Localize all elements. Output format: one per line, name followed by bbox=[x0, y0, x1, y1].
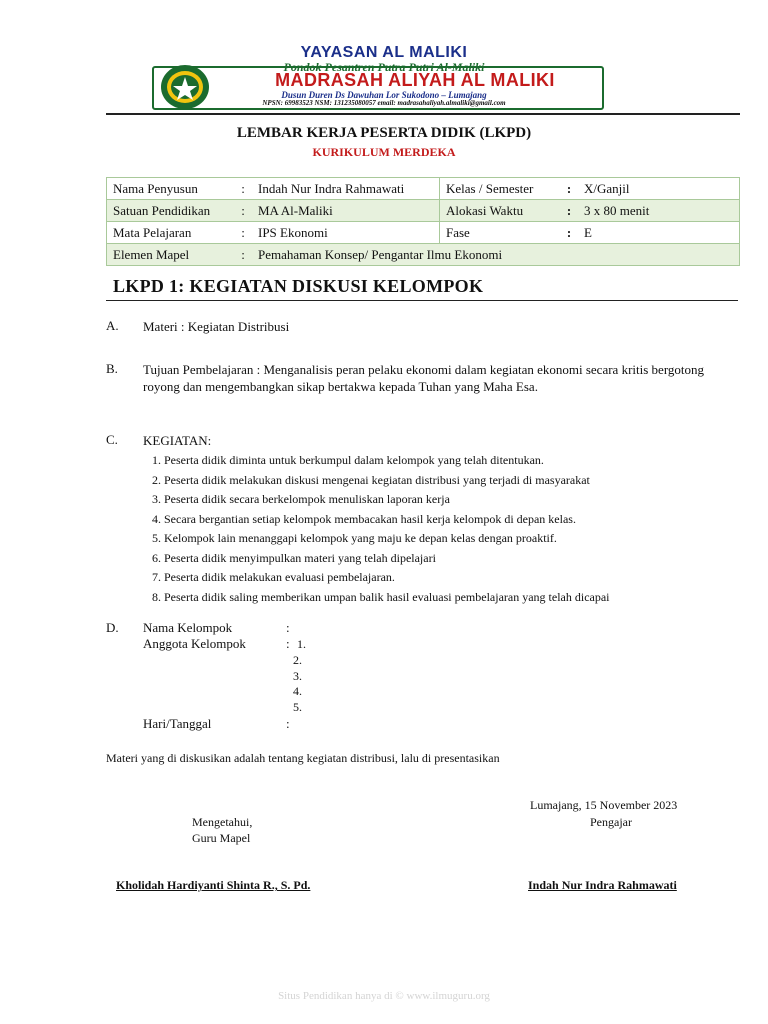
list-item: 8. Peserta didik saling memberikan umpan balik hasil evaluasi pembelajaran yang telah dicapai bbox=[152, 589, 610, 604]
heading-divider bbox=[106, 300, 738, 301]
section-c-text: KEGIATAN: bbox=[143, 433, 212, 448]
table-label: Kelas / Semester bbox=[440, 178, 561, 200]
group-members-colon: : bbox=[286, 636, 290, 651]
table-colon: : bbox=[234, 178, 252, 200]
member-number: 5. bbox=[293, 700, 302, 714]
table-row bbox=[107, 244, 740, 266]
table-label: Satuan Pendidikan bbox=[107, 200, 235, 222]
watermark-text: Situs Pendidikan hanya di © www.ilmuguru.org bbox=[278, 990, 490, 1002]
teacher-label: Pengajar bbox=[590, 815, 632, 829]
group-name-colon: : bbox=[286, 620, 290, 635]
table-label: Alokasi Waktu bbox=[440, 200, 561, 222]
member-number: 4. bbox=[293, 684, 302, 698]
table-row bbox=[107, 222, 740, 244]
school-address: Dusun Duren Ds Dawuhan Lor Sukodono – Lumajang bbox=[281, 90, 487, 100]
table-value: MA Al-Maliki bbox=[252, 200, 440, 222]
table-colon: : bbox=[560, 200, 578, 222]
table-value: Pemahaman Konsep/ Pengantar Ilmu Ekonomi bbox=[252, 244, 740, 266]
subject-teacher-label: Guru Mapel bbox=[192, 831, 251, 845]
group-name-label: Nama Kelompok bbox=[143, 620, 233, 635]
table-value: E bbox=[578, 222, 740, 244]
table-value: X/Ganjil bbox=[578, 178, 740, 200]
lkpd-heading: LKPD 1: KEGIATAN DISKUSI KELOMPOK bbox=[113, 276, 484, 296]
day-date-label: Hari/Tanggal bbox=[143, 716, 212, 731]
table-row bbox=[107, 200, 740, 222]
table-row bbox=[107, 178, 740, 200]
list-item: 6. Peserta didik menyimpulkan materi yang telah dipelajari bbox=[152, 550, 436, 565]
acknowledged-label: Mengetahui, bbox=[192, 815, 253, 829]
table-label: Nama Penyusun bbox=[107, 178, 235, 200]
letterhead-divider bbox=[106, 113, 740, 115]
table-label: Elemen Mapel bbox=[107, 244, 235, 266]
section-a-text: Materi : Kegiatan Distribusi bbox=[143, 319, 290, 334]
table-value: Indah Nur Indra Rahmawati bbox=[252, 178, 440, 200]
list-item: 5. Kelompok lain menanggapi kelompok yang maju ke depan kelas dengan proaktif. bbox=[152, 531, 557, 545]
discussion-note: Materi yang di diskusikan adalah tentang kegiatan distribusi, lalu di presentasikan bbox=[106, 751, 500, 765]
pondok-name: Pondok Pesantren Putra Putri Al-Maliki bbox=[283, 60, 485, 74]
teacher-name: Indah Nur Indra Rahmawati bbox=[528, 878, 677, 892]
list-item: 3. Peserta didik secara berkelompok menuliskan laporan kerja bbox=[152, 492, 450, 506]
table-value: 3 x 80 menit bbox=[578, 200, 740, 222]
identity-table bbox=[106, 177, 740, 266]
day-date-colon: : bbox=[286, 716, 290, 731]
table-colon: : bbox=[234, 244, 252, 266]
table-value: IPS Ekonomi bbox=[252, 222, 440, 244]
member-number: 3. bbox=[293, 669, 302, 683]
section-b-text: Tujuan Pembelajaran : Menganalisis peran pelaku ekonomi dalam kegiatan ekonomi secara kritis bergotong royong dan mengembangkan sikap bertakwa kepada Tuhan yang Maha Esa. bbox=[143, 362, 705, 394]
activity-list bbox=[152, 451, 732, 607]
list-item: 7. Peserta didik melakukan evaluasi pembelajaran. bbox=[152, 570, 395, 584]
section-b-letter: B. bbox=[106, 361, 118, 376]
list-item: 2. Peserta didik melakukan diskusi mengenai kegiatan distribusi yang terjadi di masyarakat bbox=[152, 472, 590, 487]
section-c-letter: C. bbox=[106, 432, 118, 447]
document-subtitle: KURIKULUM MERDEKA bbox=[312, 145, 456, 159]
group-members-label: Anggota Kelompok bbox=[143, 636, 246, 651]
table-label: Mata Pelajaran bbox=[107, 222, 235, 244]
list-item: 4. Secara bergantian setiap kelompok membacakan hasil kerja kelompok di depan kelas. bbox=[152, 511, 576, 526]
table-colon: : bbox=[234, 200, 252, 222]
list-item: 1. Peserta didik diminta untuk berkumpul dalam kelompok yang telah ditentukan. bbox=[152, 453, 544, 467]
table-colon: : bbox=[560, 178, 578, 200]
school-contact: NPSN: 69983523 NSM: 131235080057 email: madrasahaliyah.almaliki@gmail.com bbox=[262, 99, 506, 107]
document-title: LEMBAR KERJA PESERTA DIDIK (LKPD) bbox=[236, 125, 532, 141]
yayasan-name: YAYASAN AL MALIKI bbox=[300, 44, 468, 61]
table-colon: : bbox=[234, 222, 252, 244]
madrasah-name: MADRASAH ALIYAH AL MALIKI bbox=[275, 70, 555, 90]
table-colon: : bbox=[560, 222, 578, 244]
table-label: Fase bbox=[440, 222, 561, 244]
place-date: Lumajang, 15 November 2023 bbox=[530, 798, 678, 812]
member-number: 2. bbox=[293, 653, 302, 667]
section-d-letter: D. bbox=[106, 620, 119, 635]
subject-teacher-name: Kholidah Hardiyanti Shinta R., S. Pd. bbox=[116, 878, 311, 892]
section-a-letter: A. bbox=[106, 318, 119, 333]
member-number: 1. bbox=[297, 637, 306, 651]
